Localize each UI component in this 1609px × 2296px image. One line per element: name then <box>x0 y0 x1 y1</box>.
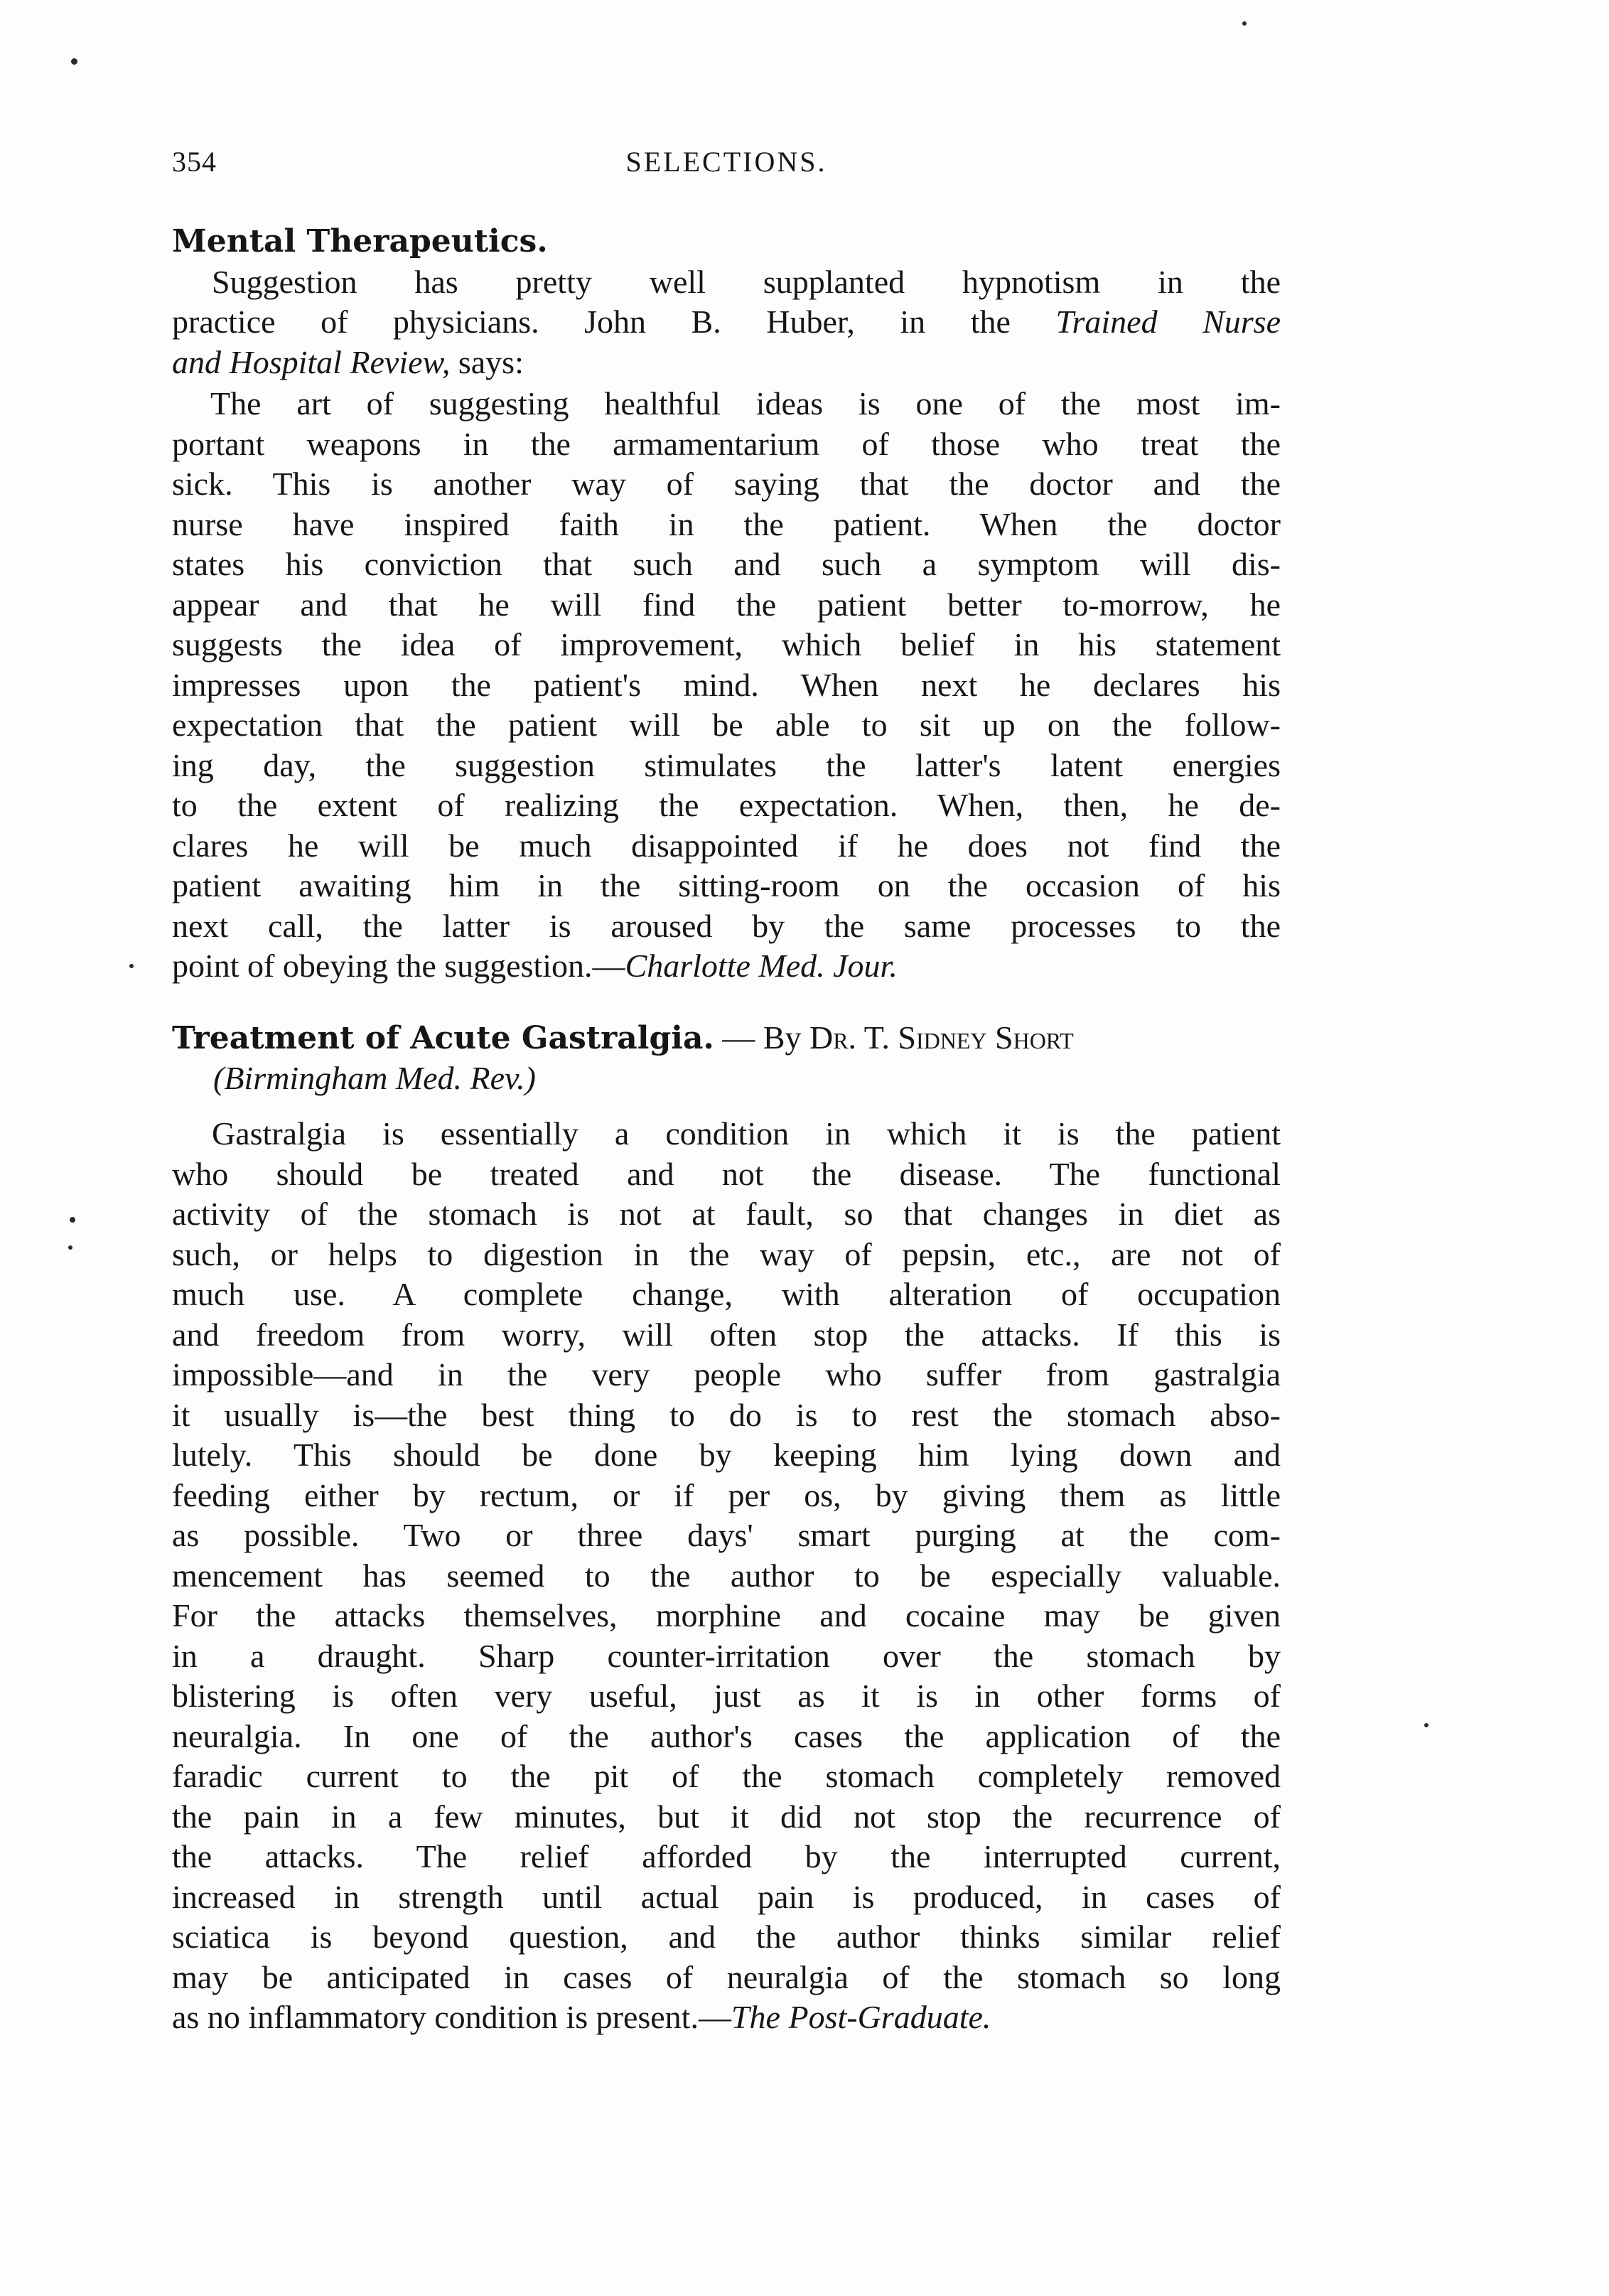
text-run: suggests the idea of improvement, which belief in his statement <box>172 626 1281 662</box>
text-run: next call, the latter is aroused by the same processes to the <box>172 907 1281 944</box>
text-line <box>172 1756 1281 1797</box>
text-run: and freedom from worry, will often stop the attacks. If this is <box>172 1316 1281 1353</box>
text-line <box>172 302 1281 343</box>
text-run: as possible. Two or three days' smart purging at the com- <box>172 1517 1281 1553</box>
italic-text: Charlotte Med. Jour. <box>625 948 898 984</box>
print-speck <box>1242 21 1247 26</box>
text-run: sciatica is beyond question, and the author thinks similar relief <box>172 1919 1281 1955</box>
article-author: Dr. T. Sidney Short <box>809 1019 1074 1056</box>
text-line <box>172 785 1281 826</box>
text-line <box>172 464 1281 505</box>
article-body <box>172 1114 1281 2038</box>
text-line <box>172 746 1281 786</box>
text-run: may be anticipated in cases of neuralgia of the stomach so long <box>172 1958 1281 1995</box>
text-line <box>172 1194 1281 1235</box>
text-run: impossible—and in the very people who suffer from gastralgia <box>172 1356 1281 1393</box>
text-line <box>172 625 1281 665</box>
page-number: 354 <box>172 146 217 178</box>
text-run: lutely. This should be done by keeping him lying down and <box>172 1437 1281 1473</box>
text-line <box>172 424 1281 465</box>
text-run: impresses upon the patient's mind. When next he declares his <box>172 666 1281 703</box>
text-run: feeding either by rectum, or if per os, by giving them as little <box>172 1476 1281 1513</box>
text-run: expectation that the patient will be able to sit up on the follow- <box>172 707 1281 743</box>
text-line <box>172 665 1281 706</box>
text-line <box>172 1837 1281 1877</box>
text-run: such, or helps to digestion in the way of pepsin, etc., are not of <box>172 1235 1281 1272</box>
text-run: the pain in a few minutes, but it did not stop the recurrence of <box>172 1798 1281 1835</box>
text-run: as no inflammatory condition is present.— <box>172 1999 731 2035</box>
text-line <box>172 1997 1281 2038</box>
print-speck <box>70 1217 75 1223</box>
text-line <box>172 343 1281 383</box>
text-run: sick. This is another way of saying that the doctor and the <box>172 466 1281 502</box>
text-line <box>172 1717 1281 1757</box>
text-run: nurse have inspired faith in the patient. When the doctor <box>172 505 1281 542</box>
running-head <box>172 145 1281 188</box>
print-speck <box>68 1245 72 1250</box>
text-run: increased in strength until actual pain is produced, in cases of <box>172 1878 1281 1915</box>
print-speck <box>129 964 134 968</box>
text-line <box>172 384 1281 424</box>
text-line <box>172 1636 1281 1677</box>
article-mental-therapeutics <box>172 222 1281 382</box>
italic-text: Trained Nurse <box>1055 304 1281 340</box>
text-run: activity of the stomach is not at fault, so that changes in diet as <box>172 1196 1281 1232</box>
text-run: says: <box>450 343 524 380</box>
text-run: Suggestion has pretty well supplanted hypnotism in the <box>212 263 1281 300</box>
text-line <box>172 1676 1281 1717</box>
text-line <box>172 1516 1281 1556</box>
text-line <box>172 1395 1281 1436</box>
text-line <box>172 1315 1281 1356</box>
text-run: faradic current to the pit of the stomach completely removed <box>172 1758 1281 1794</box>
article-heading: Treatment of Acute Gastralgia. <box>172 1020 714 1056</box>
text-line <box>172 1556 1281 1597</box>
text-run: clares he will be much disappointed if he does not find the <box>172 827 1281 864</box>
text-run: For the attacks themselves, morphine and cocaine may be given <box>172 1597 1281 1634</box>
text-line <box>172 262 1281 303</box>
text-line <box>172 705 1281 746</box>
print-speck <box>71 58 77 65</box>
text-line <box>172 1154 1281 1195</box>
text-line <box>172 1958 1281 1998</box>
italic-text: The Post-Graduate. <box>731 1999 991 2035</box>
text-run: blistering is often very useful, just as it is in other forms of <box>172 1678 1281 1714</box>
text-run: it usually is—the best thing to do is to rest the stomach abso- <box>172 1396 1281 1433</box>
text-run: The art of suggesting healthful ideas is one of the most im- <box>210 385 1281 422</box>
article-heading-line <box>172 1018 1281 1058</box>
text-line <box>172 1275 1281 1315</box>
text-run: to the extent of realizing the expectation. When, then, he de- <box>172 787 1281 823</box>
text-run: in a draught. Sharp counter-irritation over the stomach by <box>172 1637 1281 1674</box>
text-line <box>172 906 1281 947</box>
print-speck <box>1424 1723 1428 1727</box>
running-title: SELECTIONS. <box>625 146 827 178</box>
text-line <box>172 505 1281 545</box>
text-run: mencement has seemed to the author to be especially valuable. <box>172 1557 1281 1594</box>
text-line <box>172 545 1281 585</box>
text-run: point of obeying the suggestion.— <box>172 948 625 984</box>
text-line <box>172 1235 1281 1275</box>
article-intro <box>172 262 1281 383</box>
text-line <box>172 826 1281 867</box>
italic-text: and Hospital Review, <box>172 343 451 380</box>
text-line <box>172 1355 1281 1395</box>
text-run: Gastralgia is essentially a condition in which it is the patient <box>212 1115 1281 1152</box>
text-line <box>172 1596 1281 1636</box>
article-source: (Birmingham Med. Rev.) <box>213 1059 536 1096</box>
byline-dash: — By <box>714 1019 809 1056</box>
text-run: practice of physicians. John B. Huber, in the <box>172 304 1056 340</box>
text-line <box>172 946 1281 987</box>
text-line <box>172 1476 1281 1516</box>
text-run: portant weapons in the armamentarium of those who treat the <box>172 425 1281 462</box>
text-run: states his conviction that such and such a symptom will dis- <box>172 546 1281 582</box>
text-run: the attacks. The relief afforded by the interrupted current, <box>172 1838 1281 1874</box>
text-run: appear and that he will find the patient better to-morrow, he <box>172 586 1281 623</box>
text-run: much use. A complete change, with alteration of occupation <box>172 1276 1281 1312</box>
article-acute-gastralgia <box>172 1018 1281 2038</box>
text-line <box>172 1917 1281 1958</box>
text-run: neuralgia. In one of the author's cases the application of the <box>172 1717 1281 1754</box>
text-line <box>172 1114 1281 1154</box>
text-run: ing day, the suggestion stimulates the latter's latent energies <box>172 746 1281 783</box>
article-quote <box>172 384 1281 987</box>
text-line <box>172 1797 1281 1838</box>
text-run: who should be treated and not the disease. The functional <box>172 1155 1281 1192</box>
text-line <box>172 1435 1281 1476</box>
text-line <box>172 585 1281 626</box>
article-heading: Mental Therapeutics. <box>172 223 548 259</box>
text-line <box>172 1877 1281 1918</box>
text-run: patient awaiting him in the sitting-room on the occasion of his <box>172 867 1281 903</box>
text-line <box>172 866 1281 906</box>
